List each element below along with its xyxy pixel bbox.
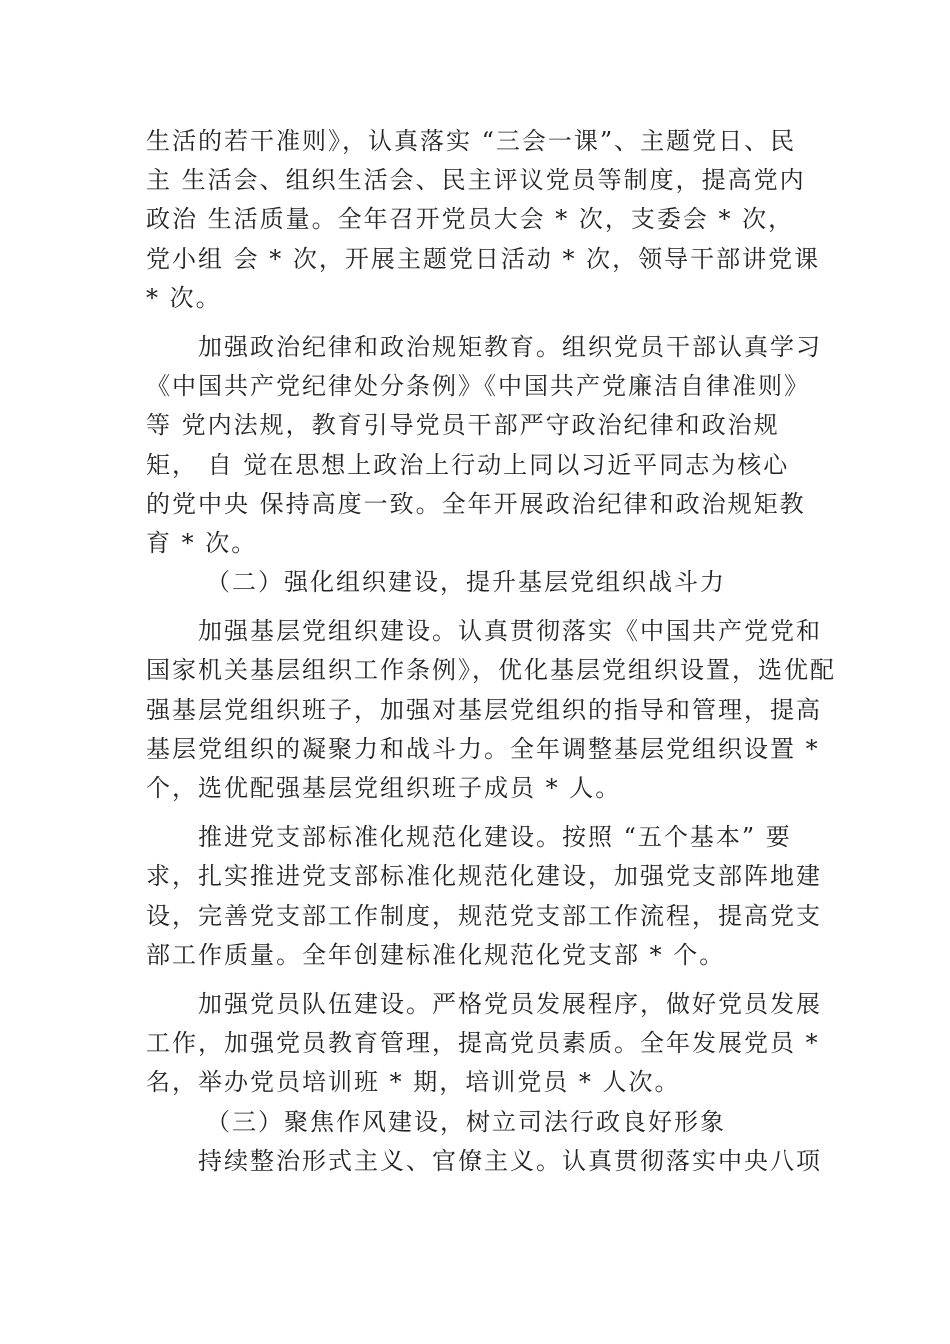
- paragraph-start: 持续整治形式主义、官僚主义。认真贯彻落实中央八项: [198, 1146, 822, 1175]
- text-line: 设，完善党支部工作制度，规范党支部工作流程，提高党支: [146, 901, 822, 930]
- text-line: 名，举办党员培训班 * 期，培训党员 * 人次。: [146, 1068, 681, 1097]
- text-line: 国家机关基层组织工作条例》，优化基层党组织设置，选优配: [146, 656, 836, 685]
- text-line: 强基层党组织班子，加强对基层党组织的指导和管理，提高: [146, 695, 822, 724]
- section-heading: （二）强化组织建设，提升基层党组织战斗力: [206, 568, 726, 597]
- text-line: 的党中央 保持高度一致。全年开展政治纪律和政治规矩教: [146, 489, 806, 518]
- text-line: 政治 生活质量。全年召开党员大会 * 次，支委会 * 次，: [146, 205, 795, 234]
- document-body: [146, 122, 836, 1181]
- paragraph-start: 加强党员队伍建设。严格党员发展程序，做好党员发展: [198, 989, 822, 1018]
- text-line: 部工作质量。全年创建标准化规范化党支部 * 个。: [146, 940, 726, 969]
- paragraph-start: 加强政治纪律和政治规矩教育。组织党员干部认真学习: [198, 332, 822, 361]
- text-line: 工作，加强党员教育管理，提高党员素质。全年发展党员 *: [146, 1029, 820, 1058]
- text-line: 《中国共产党纪律处分条例》《中国共产党廉洁自律准则》: [146, 372, 810, 401]
- text-line: 育 * 次。: [146, 528, 258, 557]
- paragraph-start: 加强基层党组织建设。认真贯彻落实《中国共产党党和: [198, 617, 822, 646]
- text-line: 矩， 自 觉在思想上政治上行动上同以习近平同志为核心: [146, 450, 790, 479]
- text-line: 党小组 会 * 次，开展主题党日活动 * 次，领导干部讲党课: [146, 244, 821, 273]
- section-heading: （三）聚焦作风建设，树立司法行政良好形象: [206, 1107, 726, 1136]
- text-line: 个，选优配强基层党组织班子成员 * 人。: [146, 774, 622, 802]
- text-line: 生活的若干准则》，认真落实 “三会一课”、主题党日、民: [146, 127, 797, 155]
- paragraph-start: 推进党支部标准化规范化建设。按照 “五个基本” 要: [198, 823, 792, 852]
- text-line: 求，扎实推进党支部标准化规范化建设，加强党支部阵地建: [146, 862, 822, 891]
- text-line: 主 生活会、组织生活会、民主评议党员等制度，提高党内: [146, 166, 806, 195]
- text-line: * 次。: [146, 283, 222, 312]
- text-line: 基层党组织的凝聚力和战斗力。全年调整基层党组织设置 *: [146, 734, 820, 763]
- text-line: 等 党内法规，教育引导党员干部严守政治纪律和政治规: [146, 411, 780, 440]
